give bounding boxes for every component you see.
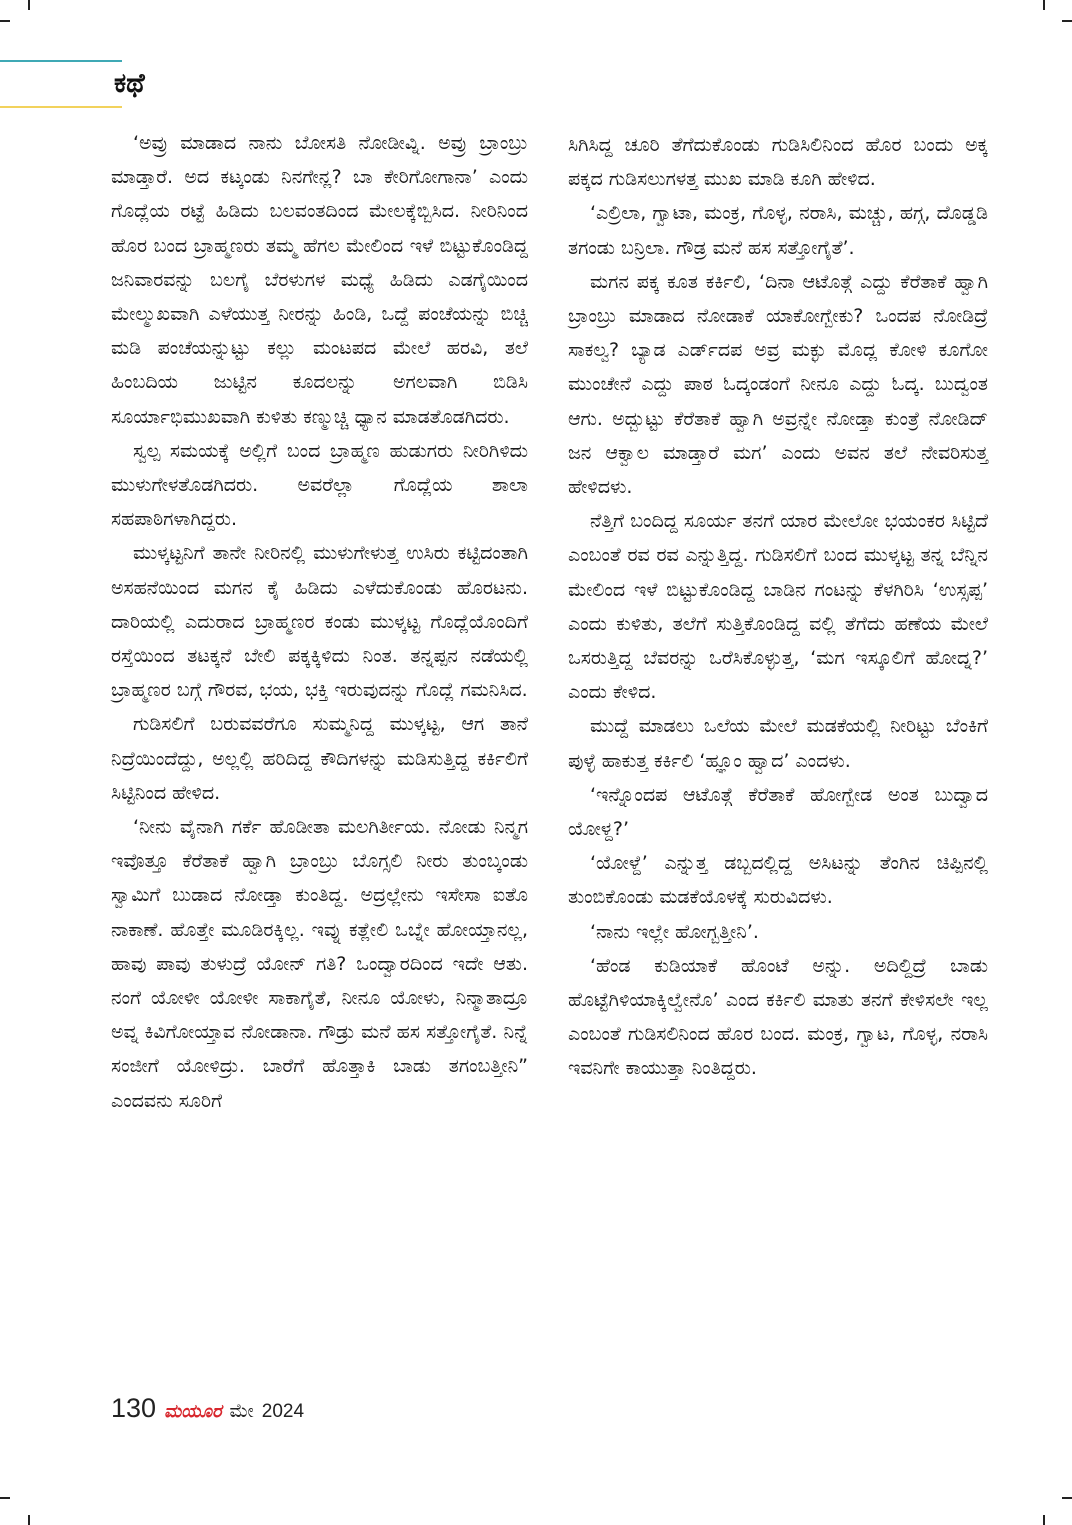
crop-mark (0, 1497, 10, 1499)
paragraph: ಗುಡಿಸಲಿಗೆ ಬರುವವರೆಗೂ ಸುಮ್ಮನಿದ್ದ ಮುಳ್ಕಟ್ಟ, ಆಗ ತಾನೆ ನಿದ್ರೆಯಿಂದೆದ್ದು, ಅಲ್ಲಲ್ಲಿ ಹರಿದಿದ್ದ ಕೌದಿಗಳನ್ನು ಮಡಿಸುತ್ತಿದ್ದ ಕರ್ಕಿಲಿಗೆ ಸಿಟ್ಟಿನಿಂದ ಹೇಳಿದ. (111, 713, 528, 804)
right-column (568, 128, 988, 1086)
header-rule-bottom (0, 106, 122, 108)
paragraph: ಮುಳ್ಕಟ್ಟನಿಗೆ ತಾನೇ ನೀರಿನಲ್ಲಿ ಮುಳುಗೇಳುತ್ತ ಉಸಿರು ಕಟ್ಟಿದಂತಾಗಿ ಅಸಹನೆಯಿಂದ ಮಗನ ಕೈ ಹಿಡಿದು ಎಳೆದುಕೊಂಡು ಹೊರಟನು. ದಾರಿಯಲ್ಲಿ ಎದುರಾದ ಬ್ರಾಹ್ಮಣರ ಕಂಡು ಮುಳ್ಕಟ್ಟ ಗೊದ್ಲೆಯೊಂದಿಗೆ ರಸ್ತೆಯಿಂದ ತಟಕ್ಕನೆ ಬೇಲಿ ಪಕ್ಕಕ್ಕಿಳಿದು ನಿಂತ. ತನ್ನಪ್ಪನ ನಡೆಯಲ್ಲಿ ಬ್ರಾಹ್ಮಣರ ಬಗ್ಗೆ ಗೌರವ, ಭಯ, ಭಕ್ತಿ ಇರುವುದನ್ನು ಗೊದ್ಲೆ ಗಮನಿಸಿದ. (111, 542, 528, 702)
crop-mark (28, 0, 30, 10)
crop-mark (0, 20, 10, 22)
page-footer (111, 1393, 304, 1427)
crop-mark (1043, 0, 1045, 10)
crop-mark (1062, 1497, 1072, 1499)
header-rule-top (0, 60, 122, 62)
page-number: 130 (111, 1393, 157, 1423)
section-title: ಕಥೆ (114, 68, 145, 99)
crop-mark (1062, 20, 1072, 22)
paragraph: ‘ಅವ್ರು ಮಾಡಾದ ನಾನು ಬೋಸತಿ ನೋಡೀವ್ನಿ. ಅವ್ರು ಬ್ರಾಂಬ್ರು ಮಾಡ್ತಾರೆ. ಅದ ಕಟ್ಕಂಡು ನಿನಗೇನ್ಲ? ಬಾ ಕೇರಿಗೋಗಾನಾ’ ಎಂದು ಗೊದ್ಲೆಯ ರಟ್ಟೆ ಹಿಡಿದು ಬಲವಂತದಿಂದ ಮೇಲಕ್ಕೆಬ್ಬಿಸಿದ. ನೀರಿನಿಂದ ಹೊರ ಬಂದ ಬ್ರಾಹ್ಮಣರು ತಮ್ಮ ಹೆಗಲ ಮೇಲಿಂದ ಇಳೆ ಬಿಟ್ಟುಕೊಂಡಿದ್ದ ಜನಿವಾರವನ್ನು ಬಲಗೈ ಬೆರಳುಗಳ ಮಧ್ಯೆ ಹಿಡಿದು ಎಡಗೈಯಿಂದ ಮೇಲ್ಮುಖವಾಗಿ ಎಳೆಯುತ್ತ ನೀರನ್ನು ಹಿಂಡಿ, ಒದ್ದೆ ಪಂಚೆಯನ್ನು ಬಿಚ್ಚಿ ಮಡಿ ಪಂಚೆಯನ್ನುಟ್ಟು ಕಲ್ಲು ಮಂಟಪದ ಮೇಲೆ ಹರವಿ, ತಲೆ ಹಿಂಬದಿಯ ಜುಟ್ಟಿನ ಕೂದಲನ್ನು ಅಗಲವಾಗಿ ಬಿಡಿಸಿ ಸೂರ್ಯಾಭಿಮುಖವಾಗಿ ಕುಳಿತು ಕಣ್ಮುಚ್ಚಿ ಧ್ಯಾನ ಮಾಡತೊಡಗಿದರು. (111, 132, 528, 428)
issue-month: ಮೇ (229, 1400, 254, 1422)
paragraph: ನೆತ್ತಿಗೆ ಬಂದಿದ್ದ ಸೂರ್ಯ ತನಗೆ ಯಾರ ಮೇಲೋ ಭಯಂಕರ ಸಿಟ್ಟಿದೆ ಎಂಬಂತೆ ರವ ರವ ಎನ್ನುತ್ತಿದ್ದ. ಗುಡಿಸಲಿಗೆ ಬಂದ ಮುಳ್ಕಟ್ಟ ತನ್ನ ಬೆನ್ನಿನ ಮೇಲಿಂದ ಇಳೆ ಬಿಟ್ಟುಕೊಂಡಿದ್ದ ಬಾಡಿನ ಗಂಟನ್ನು ಕೆಳಗಿರಿಸಿ ‘ಉಸ್ಸಪ್ಪ’ ಎಂದು ಕುಳಿತು, ತಲೆಗೆ ಸುತ್ತಿಕೊಂಡಿದ್ದ ವಲ್ಲಿ ತೆಗೆದು ಹಣೆಯ ಮೇಲೆ ಒಸರುತ್ತಿದ್ದ ಬೆವರನ್ನು ಒರೆಸಿಕೊಳ್ಳುತ್ತ, ‘ಮಗ ಇಸ್ಕೂಲಿಗೆ ಹೋದ್ನ?’ ಎಂದು ಕೇಳಿದ. (568, 510, 988, 704)
paragraph: ‘ಎಲ್ರಿಲಾ, ಗ್ವಾಟಾ, ಮಂಕ್ರ, ಗೊಳ್ಳ, ನರಾಸಿ, ಮಚ್ಚು, ಹಗ್ಗ, ದೊಡ್ಡಡಿ ತಗಂಡು ಬನ್ರಿಲಾ. ಗೌಡ್ರ ಮನೆ ಹಸ ಸತ್ತೋಗೈತೆ’. (568, 202, 988, 259)
paragraph: ‘ಹೆಂಡ ಕುಡಿಯಾಕೆ ಹೊಂಟೆ ಅನ್ನು. ಅದಿಲ್ದಿದ್ರೆ ಬಾಡು ಹೊಟ್ಟೆಗಿಳಿಯಾಕ್ಕಿಲ್ವೇನೊ’ ಎಂದ ಕರ್ಕಿಲಿ ಮಾತು ತನಗೆ ಕೇಳಿಸಲೇ ಇಲ್ಲ ಎಂಬಂತೆ ಗುಡಿಸಲಿನಿಂದ ಹೊರ ಬಂದ. ಮಂಕ್ರ, ಗ್ವಾಟ, ಗೊಳ್ಳ, ನರಾಸಿ ಇವನಿಗೇ ಕಾಯುತ್ತಾ ನಿಂತಿದ್ದರು. (568, 954, 988, 1080)
paragraph: ‘ಯೋಳ್ದೆ’ ಎನ್ನುತ್ತ ಡಬ್ಬದಲ್ಲಿದ್ದ ಅಸಿಟನ್ನು ತೆಂಗಿನ ಚಿಪ್ಪಿನಲ್ಲಿ ತುಂಬಿಕೊಂಡು ಮಡಕೆಯೊಳಕ್ಕೆ ಸುರುವಿದಳು. (568, 852, 988, 909)
paragraph: ‘ಇನ್ನೊಂದಪ ಆಟೊತ್ಗೆ ಕೆರೆತಾಕೆ ಹೋಗ್ಬೇಡ ಅಂತ ಬುದ್ವಾದ ಯೋಳ್ದ?’ (568, 783, 988, 841)
paragraph: ‘ನೀನು ವೈನಾಗಿ ಗರ್ಕೆ ಹೊಡೀತಾ ಮಲಗಿರ್ತೀಯ. ನೋಡು ನಿನ್ಮಗ ಇವೊತ್ತೂ ಕೆರೆತಾಕೆ ಹ್ವಾಗಿ ಬ್ರಾಂಬ್ರು ಬೊಗ್ಸಲಿ ನೀರು ತುಂಬ್ಕಂಡು ಸ್ವಾಮಿಗೆ ಬುಡಾದ ನೋಡ್ತಾ ಕುಂತಿದ್ದ. ಅದ್ರಲ್ಲೇನು ಇಸೇಸಾ ಐತೊ ನಾಕಾಣೆ. ಹೊತ್ತೇ ಮೂಡಿರಕ್ಕಿಲ್ಲ. ಇವ್ನು ಕತ್ಲೇಲಿ ಒಬ್ನೇ ಹೋಯ್ತಾನಲ್ಲ, ಹಾವು ಪಾವು ತುಳುದ್ರೆ ಯೋನ್ ಗತಿ? ಒಂದ್ವಾರದಿಂದ ಇದೇ ಆತು. ನಂಗೆ ಯೋಳೀ ಯೋಳೀ ಸಾಕಾಗೈತೆ, ನೀನೂ ಯೋಳು, ನಿನ್ಮಾತಾದ್ರೂ ಅವ್ನ ಕಿವಿಗೋಯ್ತಾವ ನೋಡಾನಾ. ಗೌಡ್ರು ಮನೆ ಹಸ ಸತ್ತೋಗೈತೆ. ನಿನ್ನೆ ಸಂಜೀಗೆ ಯೋಳಿದ್ರು. ಬಾರೆಗೆ ಹೊತ್ತಾಕಿ ಬಾಡು ತಗಂಬತ್ತೀನಿ” ಎಂದವನು ಸೂರಿಗೆ (111, 816, 528, 1112)
issue-year: 2024 (261, 1401, 305, 1422)
paragraph: ಸ್ವಲ್ಪ ಸಮಯಕ್ಕೆ ಅಲ್ಲಿಗೆ ಬಂದ ಬ್ರಾಹ್ಮಣ ಹುಡುಗರು ನೀರಿಗಿಳಿದು ಮುಳುಗೇಳತೊಡಗಿದರು. ಅವರೆಲ್ಲಾ ಗೊದ್ಲೆಯ ಶಾಲಾ ಸಹಪಾಠಿಗಳಾಗಿದ್ದರು. (111, 439, 528, 531)
paragraph: ಮುದ್ದೆ ಮಾಡಲು ಒಲೆಯ ಮೇಲೆ ಮಡಕೆಯಲ್ಲಿ ನೀರಿಟ್ಟು ಬೆಂಕಿಗೆ ಪುಳ್ಳೆ ಹಾಕುತ್ತ ಕರ್ಕಿಲಿ ‘ಹ್ಞೂಂ ಹ್ವಾದ’ ಎಂದಳು. (568, 715, 988, 772)
left-column (111, 126, 528, 1118)
magazine-logo: ಮಯೂರ (164, 1401, 222, 1422)
paragraph: ‘ನಾನು ಇಲ್ಲೇ ಹೋಗ್ಬತ್ತೀನಿ’. (590, 920, 759, 943)
paragraph: ಸಿಗಿಸಿದ್ದ ಚೂರಿ ತೆಗೆದುಕೊಂಡು ಗುಡಿಸಿಲಿನಿಂದ ಹೊರ ಬಂದು ಅಕ್ಕ ಪಕ್ಕದ ಗುಡಿಸಲುಗಳತ್ತ ಮುಖ ಮಾಡಿ ಕೂಗಿ ಹೇಳಿದ. (568, 134, 988, 191)
paragraph: ಮಗನ ಪಕ್ಕ ಕೂತ ಕರ್ಕಿಲಿ, ‘ದಿನಾ ಆಟೊತ್ಗೆ ಎದ್ದು ಕೆರೆತಾಕೆ ಹ್ವಾಗಿ ಬ್ರಾಂಬ್ರು ಮಾಡಾದ ನೋಡಾಕೆ ಯಾಕೋಗ್ಬೇಕು? ಒಂದಪ ನೋಡಿದ್ರೆ ಸಾಕಲ್ವ? ಬ್ಯಾಡ ಎರ್ಡ್‌ದಪ ಅವ್ರ ಮಕ್ಳು ಮೊದ್ಲ ಕೋಳಿ ಕೂಗೋ ಮುಂಚೇನೆ ಎದ್ದು ಪಾಠ ಓದ್ಕಂಡಂಗೆ ನೀನೂ ಎದ್ದು ಓದ್ಕ. ಬುದ್ವಂತ ಆಗು. ಅದ್ಬುಟ್ಟು ಕೆರೆತಾಕೆ ಹ್ವಾಗಿ ಅವ್ರನ್ನೇ ನೋಡ್ತಾ ಕುಂತ್ರೆ ನೋಡಿದ್ ಜನ ಆಕ್ವಾಲ ಮಾಡ್ತಾರೆ ಮಗ’ ಎಂದು ಅವನ ತಲೆ ನೇವರಿಸುತ್ತ ಹೇಳಿದಳು. (568, 270, 988, 499)
crop-mark (1043, 1515, 1045, 1525)
crop-mark (28, 1515, 30, 1525)
